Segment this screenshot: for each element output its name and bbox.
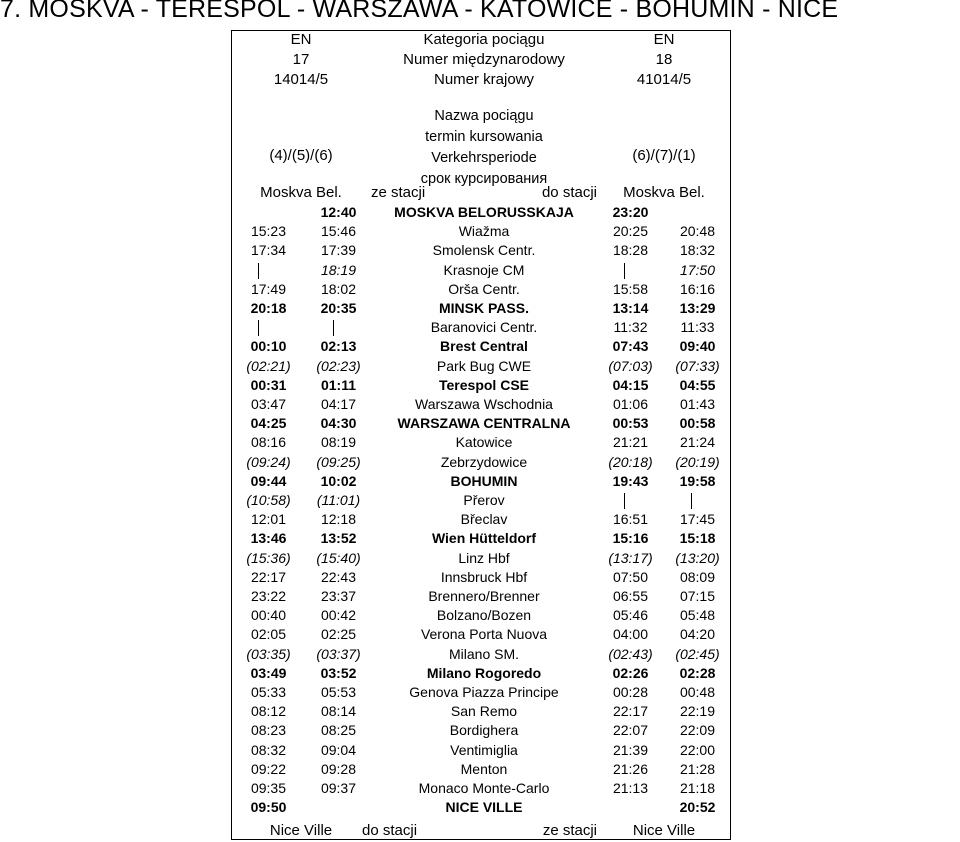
time-right-2: 07:15	[679, 588, 716, 604]
name-labels	[371, 106, 597, 190]
time-right-2: 21:28	[679, 760, 716, 777]
time-right-2: (07:33)	[675, 357, 720, 374]
time-right-1: 15:16	[612, 530, 649, 547]
station-name: Zebrzydowice	[440, 453, 528, 470]
time-left-2: 09:37	[320, 780, 357, 796]
time-left-2: 05:53	[320, 684, 357, 700]
time-left-2: (11:01)	[316, 492, 361, 508]
time-left-2: 15:46	[320, 223, 357, 240]
time-right-1: 18:28	[612, 242, 649, 259]
timetable-row	[231, 645, 731, 664]
timetable-row	[231, 664, 731, 683]
time-left-1: 09:50	[250, 799, 287, 816]
time-left-1: 20:18	[250, 300, 287, 316]
time-left-1: 00:10	[250, 338, 287, 355]
time-right-2: 00:48	[679, 684, 716, 700]
time-left-2: 13:52	[320, 530, 357, 547]
timetable-row	[231, 798, 731, 817]
time-right-1: 06:55	[612, 588, 649, 604]
station-name: Bolzano/Bozen	[436, 607, 532, 624]
label-category: Kategoria pociągu	[423, 31, 545, 48]
station-name: Smolensk Centr.	[432, 242, 536, 259]
time-right-1: 21:21	[612, 434, 649, 451]
station-name: San Remo	[450, 703, 518, 720]
station-name: Wiažma	[458, 223, 510, 240]
station-name: Milano SM.	[448, 645, 520, 662]
timetable-row	[231, 222, 731, 241]
time-right-2: 05:48	[679, 607, 716, 624]
time-right-1: 04:15	[612, 376, 649, 393]
time-right-2: 11:33	[680, 319, 715, 336]
destination-left: Nice Ville	[269, 822, 333, 839]
time-left-1: 03:47	[250, 396, 287, 412]
time-left-2: 12:18	[320, 511, 357, 528]
time-right-1: 02:26	[612, 664, 649, 681]
time-left-1: 17:34	[250, 242, 287, 259]
timetable-row	[231, 395, 731, 414]
origin-left: Moskva Bel.	[260, 184, 342, 201]
station-name: WARSZAWA CENTRALNA	[397, 415, 571, 432]
time-left-2: 03:52	[320, 664, 357, 681]
origin-right: Moskva Bel.	[623, 184, 705, 201]
station-name: Orša Centr.	[448, 280, 520, 297]
time-left-1: 12:01	[250, 511, 287, 528]
station-name: Linz Hbf	[458, 549, 510, 566]
station-name: Wien Hütteldorf	[431, 530, 537, 547]
time-left-1: 08:32	[250, 741, 287, 758]
time-left-2: 08:14	[320, 703, 357, 720]
station-name: Park Bug CWE	[436, 357, 532, 374]
time-left-1: (10:58)	[246, 492, 291, 508]
continuation-bar	[624, 263, 625, 279]
time-left-2: 08:25	[320, 722, 357, 739]
timetable-row	[231, 779, 731, 798]
time-left-1: 13:46	[250, 530, 287, 547]
time-left-1: 17:49	[250, 280, 287, 297]
label-national-number: Numer krajowy	[433, 71, 535, 88]
time-left-2: 10:02	[320, 472, 357, 489]
time-left-2: 02:25	[320, 626, 357, 643]
continuation-bar	[258, 263, 259, 279]
time-right-1: (07:03)	[608, 357, 653, 374]
timetable-row	[231, 760, 731, 779]
time-right-2: 04:20	[679, 626, 716, 643]
time-right-2: 21:24	[679, 434, 716, 451]
category-left: EN	[290, 31, 312, 48]
time-left-2: (02:23)	[316, 357, 361, 374]
page-title: 7. MOSKVA - TERESPOL - WARSZAWA - KATOWICE - BOHUMIN - NICE	[0, 0, 839, 23]
time-right-1: 21:26	[612, 760, 649, 777]
time-left-2: (09:25)	[316, 453, 361, 470]
time-left-2: 22:43	[320, 568, 357, 585]
time-left-1: 09:35	[250, 780, 287, 796]
time-right-1: 15:58	[612, 280, 649, 297]
timetable-row	[231, 414, 731, 433]
train-left-header	[231, 30, 371, 90]
timetable-row	[231, 453, 731, 472]
timetable-row	[231, 702, 731, 721]
timetable-row	[231, 587, 731, 606]
continuation-bar	[691, 493, 692, 509]
national-number-left: 14014/5	[273, 71, 329, 88]
station-name: NICE VILLE	[445, 799, 523, 816]
national-number-right: 41014/5	[636, 71, 692, 88]
timetable-row	[231, 510, 731, 529]
station-name: BOHUMIN	[450, 472, 518, 489]
time-right-2: 22:09	[679, 722, 716, 739]
time-left-1: 05:33	[250, 684, 287, 700]
time-left-1: 09:44	[250, 472, 287, 489]
time-left-1: 00:40	[250, 607, 287, 624]
train-right-header	[597, 30, 731, 90]
time-right-1: 20:25	[612, 223, 649, 240]
timetable-row	[231, 280, 731, 299]
timetable-row	[231, 741, 731, 760]
time-right-2: 13:29	[679, 300, 716, 316]
timetable-row	[231, 261, 731, 280]
time-right-2: 02:28	[679, 664, 716, 681]
timetable-row	[231, 721, 731, 740]
time-right-1: 05:46	[612, 607, 649, 624]
station-name: Brest Central	[440, 338, 528, 355]
label-srok: срок курсирования	[420, 171, 548, 187]
time-left-2: 09:28	[320, 760, 357, 777]
time-right-2: (20:19)	[675, 453, 720, 470]
intl-number-left: 17	[292, 51, 310, 68]
header-labels	[371, 30, 597, 90]
time-left-1: 23:22	[250, 588, 287, 604]
time-right-1: 11:32	[613, 319, 648, 336]
station-name: Bordighera	[449, 722, 519, 739]
label-intl-number: Numer międzynarodowy	[403, 51, 565, 68]
station-name: Krasnoje CM	[443, 261, 525, 278]
time-left-2: 02:13	[320, 338, 357, 355]
label-termin: termin kursowania	[425, 129, 543, 145]
time-right-2: 21:18	[679, 780, 716, 796]
label-train-name: Nazwa pociągu	[434, 108, 534, 124]
time-left-1: 04:25	[250, 415, 287, 432]
timetable-row	[231, 433, 731, 452]
time-left-1: 08:12	[250, 703, 287, 720]
station-name: Warszawa Wschodnia	[415, 396, 553, 412]
station-name: Katowice	[455, 434, 513, 451]
time-left-2: 01:11	[320, 376, 357, 393]
station-name: Menton	[460, 760, 508, 777]
time-left-1: 15:23	[250, 223, 287, 240]
time-left-2: 18:19	[320, 261, 357, 278]
station-name: MOSKVA BELORUSSKAJA	[394, 204, 574, 220]
timetable-row	[231, 203, 731, 222]
time-left-1: (03:35)	[246, 645, 291, 662]
time-left-1: 08:23	[250, 722, 287, 739]
time-right-2: 15:18	[679, 530, 716, 547]
time-right-1: 07:50	[612, 568, 649, 585]
time-right-2: (02:45)	[675, 645, 720, 662]
timetable-row	[231, 529, 731, 548]
timetable-row	[231, 241, 731, 260]
time-left-2: 08:19	[320, 434, 357, 451]
label-ze-stacji-footer: ze stacji	[542, 822, 597, 839]
time-right-2: 19:58	[679, 472, 716, 489]
period-left: (4)/(5)/(6)	[269, 147, 333, 164]
time-right-1: 16:51	[612, 511, 649, 528]
time-left-1: 03:49	[250, 664, 287, 681]
time-left-1: 02:05	[250, 626, 287, 643]
station-name: Monaco Monte-Carlo	[418, 780, 550, 796]
time-right-1: 00:28	[612, 684, 649, 700]
time-left-1: 08:16	[250, 434, 287, 451]
time-right-2: 08:09	[679, 568, 716, 585]
time-right-1: 23:20	[612, 204, 649, 220]
time-right-1: (13:17)	[608, 549, 653, 566]
label-do-stacji-footer: do stacji	[362, 822, 418, 839]
time-right-1: 04:00	[612, 626, 649, 643]
time-left-2: 18:02	[320, 280, 357, 297]
time-left-2: 00:42	[320, 607, 357, 624]
time-right-1: 21:39	[612, 741, 649, 758]
time-left-1: 00:31	[250, 376, 287, 393]
timetable-row	[231, 549, 731, 568]
station-name: Terespol CSE	[439, 376, 529, 393]
timetable-row	[231, 318, 731, 337]
timetable-row	[231, 491, 731, 510]
time-right-1: (20:18)	[608, 453, 653, 470]
station-name: Genova Piazza Principe	[409, 684, 559, 700]
timetable-footer	[231, 821, 731, 841]
time-right-2: 22:00	[679, 741, 716, 758]
time-left-2: 17:39	[320, 242, 357, 259]
time-right-1: (02:43)	[608, 645, 653, 662]
station-name: Verona Porta Nuova	[420, 626, 548, 643]
time-left-2: (15:40)	[316, 549, 361, 566]
timetable-row	[231, 568, 731, 587]
time-right-2: 16:16	[679, 280, 716, 297]
station-name: Milano Rogoredo	[426, 664, 542, 681]
time-right-2: 17:50	[679, 261, 716, 278]
time-right-2: 01:43	[679, 396, 716, 412]
continuation-bar	[333, 320, 334, 336]
intl-number-right: 18	[655, 51, 673, 68]
time-right-2: 20:48	[679, 223, 716, 240]
label-verkehrsperiode: Verkehrsperiode	[431, 150, 537, 166]
time-right-2: 20:52	[679, 799, 716, 816]
time-right-1: 21:13	[612, 780, 649, 796]
timetable-row	[231, 299, 731, 318]
period-right: (6)/(7)/(1)	[632, 147, 696, 164]
time-right-1: 19:43	[612, 472, 649, 489]
time-right-1: 01:06	[612, 396, 649, 412]
time-right-2: 09:40	[679, 338, 716, 355]
destination-right: Nice Ville	[632, 822, 696, 839]
category-right: EN	[653, 31, 675, 48]
time-left-2: 23:37	[320, 588, 357, 604]
timetable-row	[231, 357, 731, 376]
time-right-1: 22:07	[612, 722, 649, 739]
timetable-row	[231, 606, 731, 625]
label-do-stacji: do stacji	[541, 184, 597, 201]
time-right-2: 04:55	[679, 376, 716, 393]
station-name: Brennero/Brenner	[428, 588, 540, 604]
time-left-2: 04:30	[320, 415, 357, 432]
time-right-2	[664, 491, 758, 510]
time-right-2: 18:32	[679, 242, 716, 259]
time-left-2: 20:35	[320, 300, 357, 316]
time-right-1: 00:53	[612, 415, 649, 432]
station-name: Břeclav	[460, 511, 508, 528]
time-right-1: 22:17	[612, 703, 649, 720]
timetable-row	[231, 625, 731, 644]
station-name: Baranovici Centr.	[430, 319, 538, 336]
time-left-1: (15:36)	[246, 549, 291, 566]
time-left-1: (02:21)	[246, 357, 291, 374]
time-right-2: 17:45	[679, 511, 716, 528]
station-name: Innsbruck Hbf	[440, 568, 528, 585]
time-left-2: (03:37)	[316, 645, 361, 662]
time-left-2: 12:40	[320, 204, 357, 220]
continuation-bar	[258, 320, 259, 336]
time-right-2: (13:20)	[675, 549, 720, 566]
time-left-1: 09:22	[250, 760, 287, 777]
continuation-bar	[624, 493, 625, 509]
time-left-1: (09:24)	[246, 453, 291, 470]
timetable-row	[231, 472, 731, 491]
time-left-2: 04:17	[320, 396, 357, 412]
time-right-2: 22:19	[679, 703, 716, 720]
station-name: Přerov	[463, 492, 505, 508]
time-right-2: 00:58	[679, 415, 716, 432]
timetable-row	[231, 337, 731, 356]
time-left-1: 22:17	[250, 568, 287, 585]
timetable-row	[231, 683, 731, 702]
time-right-1: 13:14	[612, 300, 649, 316]
label-ze-stacji: ze stacji	[371, 184, 426, 201]
station-name: MINSK PASS.	[439, 300, 529, 316]
time-left-2: 09:04	[320, 741, 357, 758]
timetable-row	[231, 376, 731, 395]
time-right-1: 07:43	[612, 338, 649, 355]
station-name: Ventimiglia	[450, 741, 518, 758]
